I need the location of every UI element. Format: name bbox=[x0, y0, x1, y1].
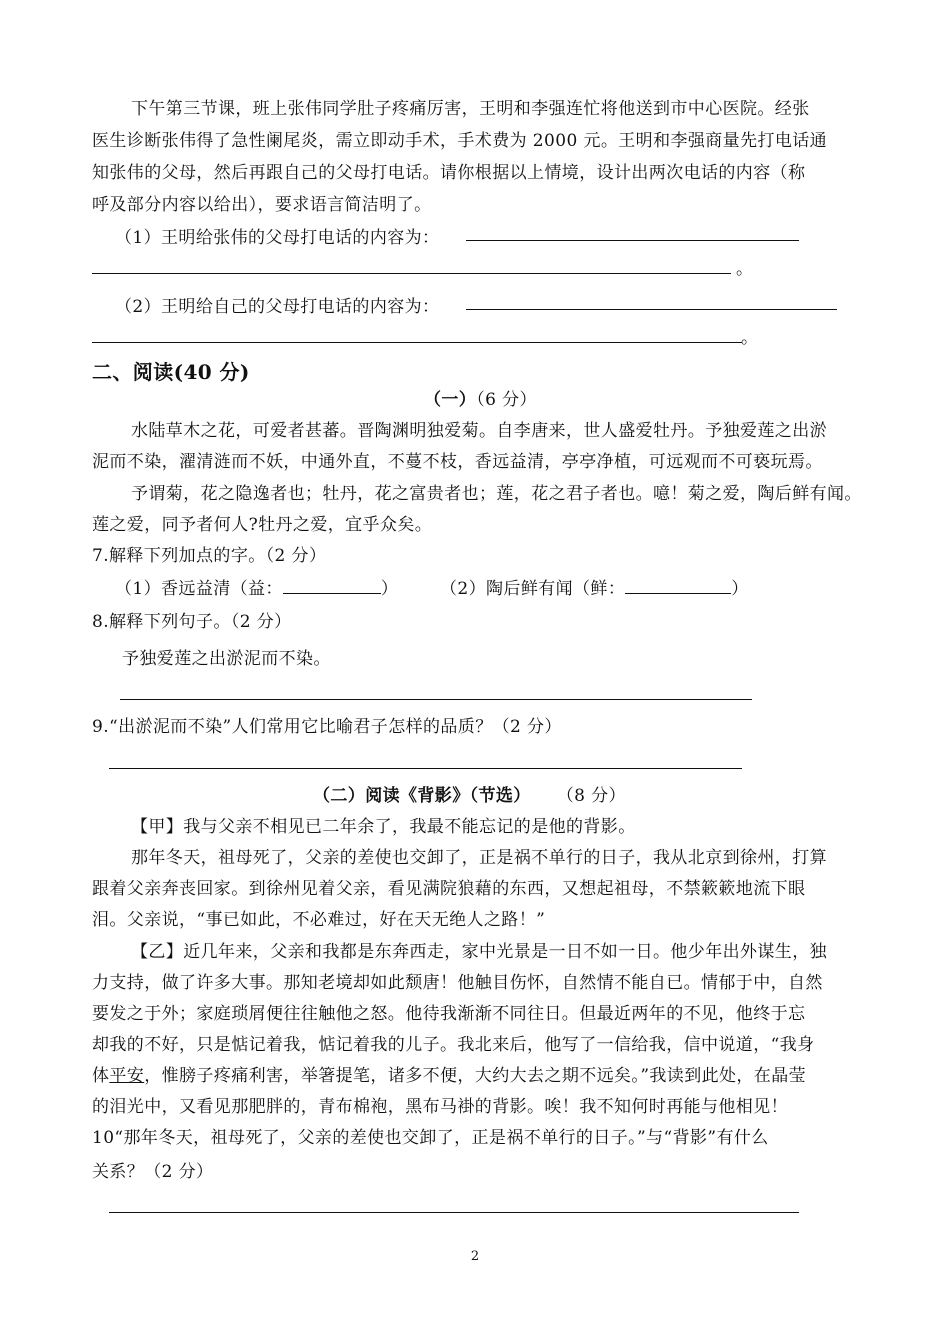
end-mark-1: 。 bbox=[736, 259, 754, 279]
passage2-a-line-2: 那年冬天，祖母死了，父亲的差使也交卸了，正是祸不单行的日子，我从北京到徐州，打算 bbox=[131, 848, 827, 868]
question-7: 7.解释下列加点的字。（2 分） bbox=[92, 546, 327, 566]
passage2-b-line-6: 的泪光中，又看见那肥胖的，青布棉袍，黑布马褂的背影。唉！我不知何时再能与他相见！ bbox=[92, 1097, 788, 1117]
part1-score: （6 分） bbox=[476, 390, 537, 410]
passage2-a-line-4: 泪。父亲说，“事已如此，不必难过，好在天无绝人之路！” bbox=[92, 910, 546, 930]
question-9: 9.“出淤泥而不染”人们常用它比喻君子怎样的品质？（2 分） bbox=[92, 717, 562, 737]
part2-title: （二）阅读《背影》（节选） bbox=[313, 786, 531, 806]
question-8-sentence: 予独爱莲之出淤泥而不染。 bbox=[122, 649, 331, 669]
task-line-3: 知张伟的父母，然后再跟自己的父母打电话。请你根据以上情境，设计出两次电话的内容（称 bbox=[92, 163, 806, 183]
passage2-a-line-1: 【甲】我与父亲不相见已二年余了，我最不能忘记的是他的背影。 bbox=[131, 817, 636, 837]
section-title: 二、阅读(40 分) bbox=[92, 360, 250, 384]
q7-item-1-blank[interactable] bbox=[283, 577, 381, 594]
q7-item-1-close: ） bbox=[380, 579, 399, 599]
passage2-b-line-3: 要发之于外；家庭琐屑便往往触他之怒。他待我渐渐不同往日。但最近两年的不见，他终于忘 bbox=[92, 1004, 806, 1024]
question-1-label: （1）王明给张伟的父母打电话的内容为： bbox=[115, 228, 440, 248]
answer-line-q2a[interactable] bbox=[466, 309, 837, 310]
passage2-b-line-5-rest: ，惟膀子疼痛利害，举箸提笔，诸多不便，大约大去之期不远矣。”我读到此处，在晶莹 bbox=[144, 1066, 807, 1086]
question-2-label: （2）王明给自己的父母打电话的内容为： bbox=[115, 297, 440, 317]
answer-line-q1a[interactable] bbox=[466, 240, 799, 241]
q7-item-2-label: （2）陶后鲜有闻（鲜： bbox=[440, 579, 626, 599]
answer-line-q9[interactable] bbox=[109, 768, 742, 769]
q7-item-2-close: ） bbox=[731, 579, 749, 599]
passage1-line-1: 水陆草木之花，可爱者甚蕃。晋陶渊明独爱菊。自李唐来，世人盛爱牡丹。予独爱莲之出淤 bbox=[131, 421, 827, 441]
passage2-b-line-5-start: 体 bbox=[92, 1066, 110, 1086]
passage2-b-line-4: 却我的不好，只是惦记着我，惦记着我的儿子。我北来后，他写了一信给我，信中说道，“我身 bbox=[92, 1035, 815, 1055]
q7-item-2-blank[interactable] bbox=[625, 577, 731, 594]
task-line-1: 下午第三节课，班上张伟同学肚子疼痛厉害，王明和李强连忙将他送到市中心医院。经张 bbox=[131, 99, 810, 119]
question-10-line-1: 10“那年冬天，祖母死了，父亲的差使也交卸了，正是祸不单行的日子。”与“背影”有什么 bbox=[92, 1128, 769, 1148]
q7-item-1-label: （1）香远益清（益： bbox=[115, 579, 283, 599]
task-line-2: 医生诊断张伟得了急性阑尾炎，需立即动手术，手术费为 2000 元。王明和李强商量先打电话通 bbox=[92, 131, 828, 151]
answer-line-q8[interactable] bbox=[120, 699, 752, 700]
part2-score: （8 分） bbox=[556, 786, 626, 806]
passage2-a-line-3: 跟着父亲奔丧回家。到徐州见着父亲，看见满院狼藉的东西，又想起祖母，不禁簌簌地流下眼 bbox=[92, 879, 806, 899]
answer-line-q2b[interactable] bbox=[92, 342, 742, 343]
page-number: 2 bbox=[470, 1249, 480, 1264]
passage1-line-4: 莲之爱，同予者何人?牡丹之爱，宜乎众矣。 bbox=[92, 515, 433, 535]
end-mark-2: 。 bbox=[741, 328, 759, 348]
passage1-line-2: 泥而不染，濯清涟而不妖，中通外直，不蔓不枝，香远益清，亭亭净植，可远观而不可亵玩焉。 bbox=[92, 452, 823, 472]
answer-line-q10[interactable] bbox=[109, 1212, 799, 1213]
question-10-line-2: 关系？（2 分） bbox=[92, 1162, 214, 1182]
part1-title: （一） bbox=[424, 390, 477, 410]
passage2-b-line-2: 力支持，做了许多大事。那知老境却如此颓唐！他触目伤怀，自然情不能自已。情郁于中，自然 bbox=[92, 973, 823, 993]
task-line-4: 呼及部分内容以给出），要求语言简洁明了。 bbox=[92, 195, 432, 215]
passage1-line-3: 予谓菊，花之隐逸者也；牡丹，花之富贵者也；莲，花之君子者也。噫！菊之爱，陶后鲜有闻。 bbox=[131, 484, 862, 504]
passage2-b-line-1: 【乙】近几年来，父亲和我都是东奔西走，家中光景是一日不如一日。他少年出外谋生，独 bbox=[131, 942, 827, 962]
underlined-word: 平安 bbox=[109, 1066, 145, 1086]
question-8: 8.解释下列句子。（2 分） bbox=[92, 612, 292, 632]
answer-line-q1b[interactable] bbox=[92, 273, 731, 274]
